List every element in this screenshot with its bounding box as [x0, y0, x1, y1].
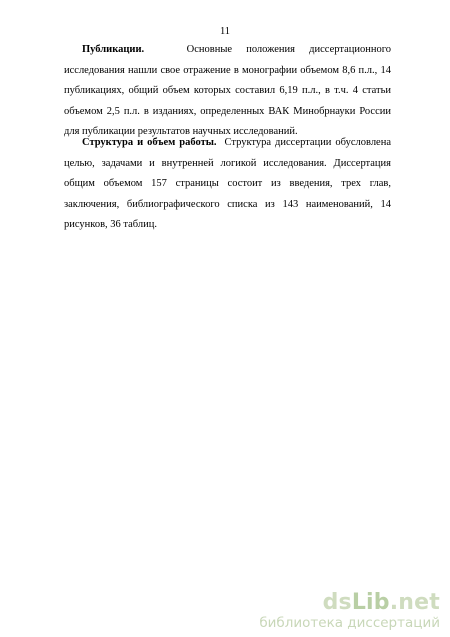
page-number: 11 [219, 26, 231, 37]
paragraph-heading: Публикации. [82, 44, 145, 55]
paragraph-heading: Структура и объем работы. [82, 137, 217, 148]
paragraph-text: Структура диссертации обусловлена целью, задачами и внутренней логикой исследования. Диссертация общим объемом 157 страницы состоит из введения, трех глав, заключения, библиографического списка из 143 наименований, 14 рисунков, 36 таблиц. [64, 137, 392, 230]
paragraph-structure [64, 133, 391, 236]
logo-net: .net [389, 590, 440, 615]
paragraph-publications [64, 40, 391, 143]
logo-ds: ds [322, 590, 352, 615]
logo-lib: Lib [351, 590, 390, 615]
dslib-logo [259, 591, 440, 615]
watermark-subtitle: библиотека диссертаций [259, 615, 440, 631]
dslib-watermark [259, 591, 440, 631]
paragraph-text: Основные положения диссертационного исследования нашли свое отражение в монографии объемом 8,6 п.л., 14 публикациях, общий объем которых составил 6,19 п.л., в т.ч. 4 статьи объемом 2,5 п.л. в изданиях, определенных ВАК Минобрнауки России для публикации результатов научных исследований. [64, 44, 391, 137]
